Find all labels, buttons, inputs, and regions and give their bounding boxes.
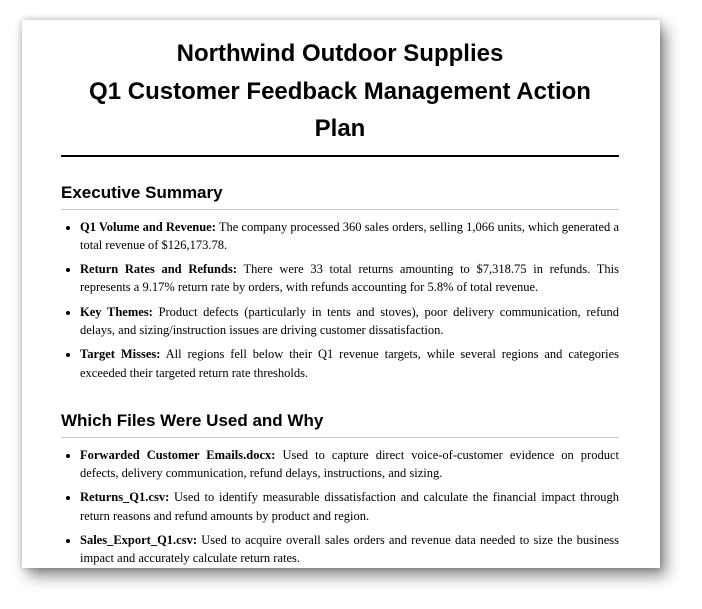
list-item bbox=[80, 488, 619, 525]
title-divider bbox=[61, 155, 619, 157]
item-term: Return Rates and Refunds: bbox=[80, 262, 237, 277]
item-text: All regions fell below their Q1 revenue targets, while several regions and categories exceeded their targeted return rate thresholds. bbox=[80, 347, 619, 380]
item-text: Used to identify measurable dissatisfaction and calculate the financial impact through return reasons and refund amounts by product and region. bbox=[80, 490, 620, 523]
item-term: Q1 Volume and Revenue: bbox=[80, 219, 216, 234]
list-item bbox=[80, 303, 619, 340]
document-page bbox=[61, 20, 619, 568]
list-item bbox=[80, 531, 619, 568]
item-term: Key Themes: bbox=[80, 304, 153, 319]
files-used-section bbox=[61, 411, 619, 568]
item-text: Used to acquire overall sales orders and revenue data needed to size the business impact and accurately calculate return rates. bbox=[80, 533, 620, 566]
summary-list bbox=[61, 218, 619, 382]
document-frame bbox=[22, 20, 660, 568]
list-item bbox=[80, 446, 619, 483]
section-divider bbox=[61, 209, 619, 210]
title-line-1: Northwind Outdoor Supplies bbox=[176, 40, 504, 67]
section-divider bbox=[61, 437, 619, 438]
title-line-2: Q1 Customer Feedback Management Action Plan bbox=[89, 77, 591, 142]
item-text: Used to capture direct voice-of-customer evidence on product defects, delivery communication, refund delays, instructions, and sizing. bbox=[80, 447, 619, 481]
list-item bbox=[80, 345, 619, 382]
item-term: Returns_Q1.csv: bbox=[80, 490, 170, 505]
files-list bbox=[61, 446, 619, 568]
item-text: There were 33 total returns amounting to $7,318.75 in refunds. This represents a 9.17% return rate by orders, with refunds accounting for 5.8% of total revenue. bbox=[80, 262, 619, 295]
section-heading: Which Files Were Used and Why bbox=[61, 410, 324, 430]
section-heading: Executive Summary bbox=[61, 182, 223, 202]
executive-summary-section bbox=[61, 183, 619, 382]
item-term: Forwarded Customer Emails.docx: bbox=[80, 447, 276, 462]
item-text: Product defects (particularly in tents and stoves), poor delivery communication, refund delays, and sizing/instruction issues are driving customer dissatisfaction. bbox=[80, 304, 620, 337]
item-text: The company processed 360 sales orders, selling 1,066 units, which generated a total revenue of $126,173.78. bbox=[80, 219, 620, 252]
list-item bbox=[80, 260, 619, 297]
item-term: Sales_Export_Q1.csv: bbox=[80, 533, 198, 548]
document-title bbox=[61, 20, 619, 148]
list-item bbox=[80, 218, 619, 255]
item-term: Target Misses: bbox=[80, 347, 161, 362]
